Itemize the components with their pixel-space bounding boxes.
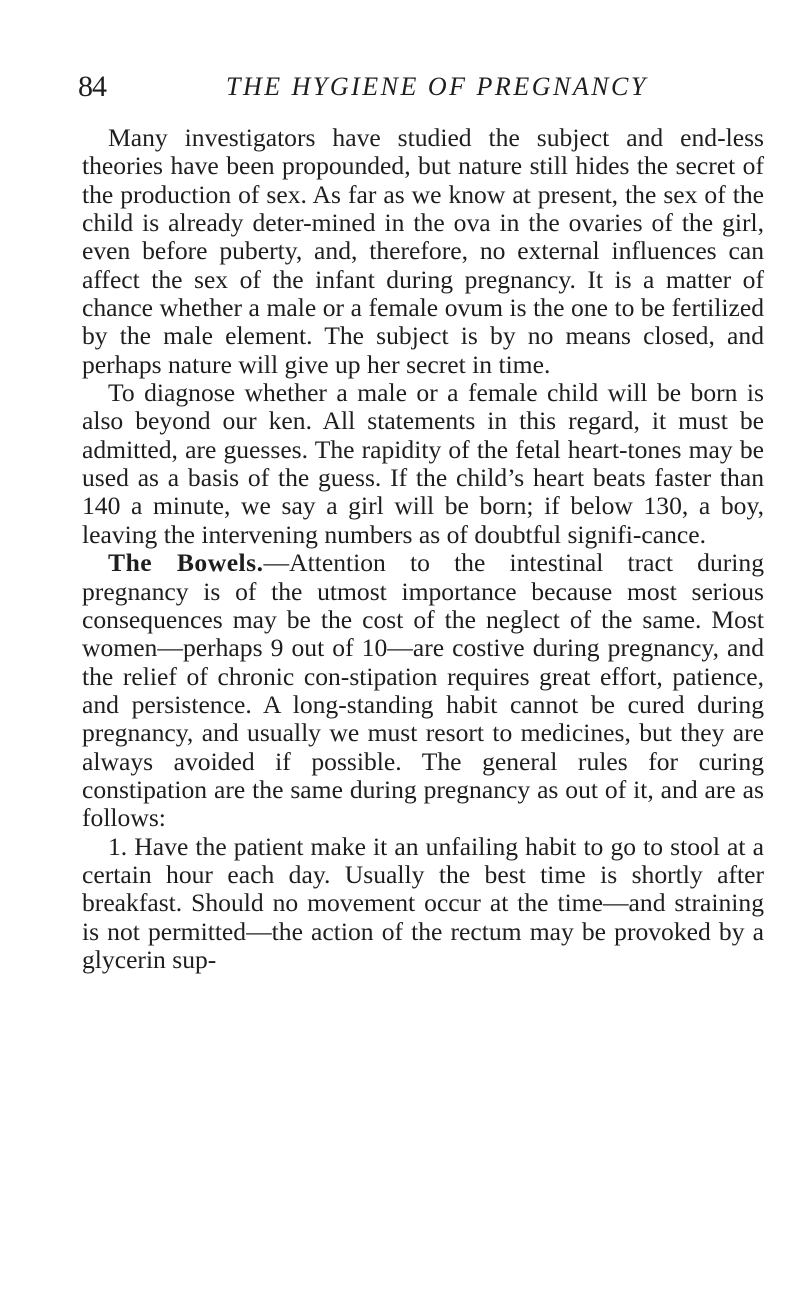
paragraph-sex-diagnosis [82,379,764,549]
body-text [82,124,764,974]
paragraph-text: 1. Have the patient make it an unfailing habit to go to stool at a certain hour each day. Usually the best time is shortly after breakfast. Should no movement occur at the time—and straining is not permitted—the action of the rectum may be provoked by a glycerin sup- [82,831,764,974]
paragraph-the-bowels [82,549,764,832]
page-number: 84 [78,70,106,103]
running-head: THE HYGIENE OF PREGNANCY [226,72,648,101]
page-header [78,70,758,110]
paragraph-rule-1 [82,833,764,975]
section-heading: The Bowels. [108,548,264,578]
paragraph-text: Many investigators have studied the subject and end-less theories have been propounded, but nature still hides the secret of the production of sex. As far as we know at present, the sex of the child is already deter-mined in the ova in the ovaries of the girl, even before puberty, and, therefore, no external influences can affect the sex of the infant during pregnancy. It is a matter of chance whether a male or a female ovum is the one to be fertilized by the male element. The subject is by no means closed, and perhaps nature will give up her secret in time. [82,123,764,379]
paragraph-sex-determination [82,124,764,379]
paragraph-text: —Attention to the intestinal tract during pregnancy is of the utmost importance because most serious consequences may be the cost of the neglect of the same. Most women—perhaps 9 out of 10—are costive during pregnancy, and the relief of chronic con-stipation requires great effort, patience, and persistence. A long-standing habit cannot be cured during pregnancy, and usually we must resort to medicines, but they are always avoided if possible. The general rules for curing constipation are the same during pregnancy as out of it, and are as follows: [82,548,764,833]
paragraph-text: To diagnose whether a male or a female child will be born is also beyond our ken. All statements in this regard, it must be admitted, are guesses. The rapidity of the fetal heart-tones may be used as a basis of the guess. If the child’s heart beats faster than 140 a minute, we say a girl will be born; if below 130, a boy, leaving the intervening numbers as of doubtful signifi-cance. [82,378,764,549]
